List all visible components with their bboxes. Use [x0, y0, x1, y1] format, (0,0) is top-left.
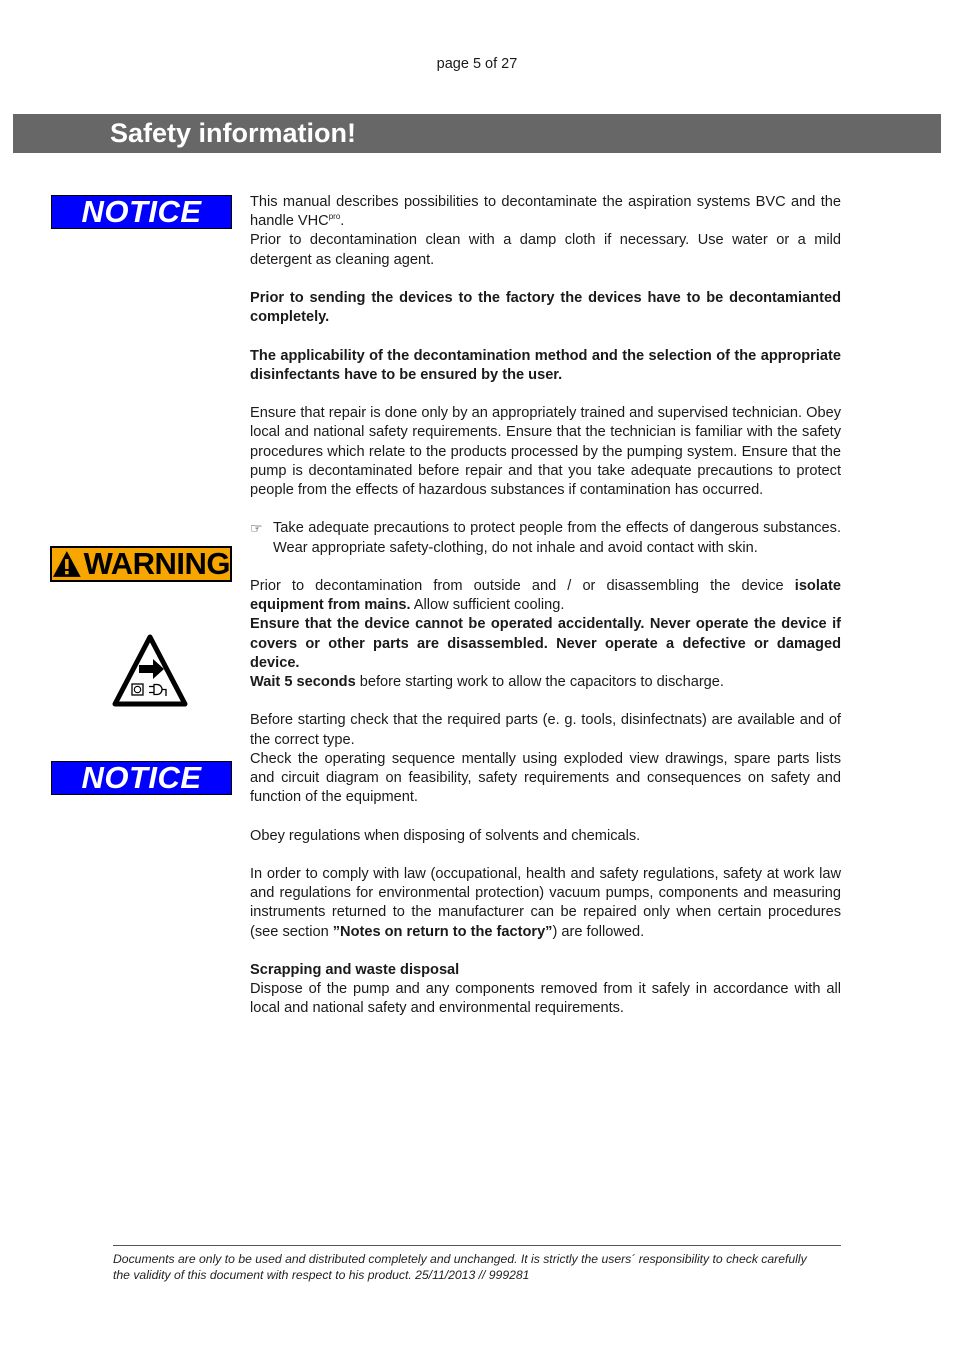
intro-paragraph-2: Prior to decontamination clean with a damp cloth if necessary. Use water or a mild detergent as cleaning agent. [250, 232, 841, 268]
solvents-paragraph: Obey regulations when disposing of solvents and chemicals. [250, 827, 641, 844]
scrapping-paragraph: Dispose of the pump and any components removed from it safely in accordance with all local and national safety and environmental requirements. [250, 981, 841, 1017]
pointing-hand-icon: ☞ [250, 520, 263, 537]
wait-paragraph: Wait 5 seconds before starting work to allow the capacitors to discharge. [250, 674, 724, 690]
law-paragraph: In order to comply with law (occupational, health and safety regulations, safety at work law and regulations for environmental protection) vacuum pumps, components and measuring instruments returned to the manufacturer can be repaired only when certain procedures (see section ”Notes on return to the factory”) are followed. [250, 865, 841, 940]
footer-line-1: Documents are only to be used and distributed completely and unchanged. It is strictly the users´ responsibility to check carefully [113, 1252, 807, 1266]
exclamation-triangle-icon [52, 550, 82, 578]
warning-label-text: WARNING [83, 546, 230, 581]
notice-label-2: NOTICE [51, 761, 232, 795]
bold-paragraph-1: Prior to sending the devices to the factory the devices have to be decontamianted completely. [250, 290, 841, 326]
warning-bullet [250, 519, 841, 557]
section-header [13, 114, 941, 153]
operating-sequence-paragraph: Check the operating sequence mentally using exploded view drawings, spare parts lists and circuit diagram on feasibility, safety requirements and consequences on safety and function of the equipment. [250, 750, 841, 806]
isolate-paragraph: Prior to decontamination from outside and / or disassembling the device isolate equipment from mains. Allow sufficient cooling. [250, 577, 841, 614]
content-body [250, 193, 841, 1019]
repair-paragraph: Ensure that repair is done only by an appropriately trained and supervised technician. Obey local and national safety requirements. Ensure that the technician is familiar with the safety procedures which relate to the products processed by the pumping system. Ensure that the pump is decontaminated before repair and that you take adequate precautions to protect people from the effects of hazardous substances if contamination has occurred. [250, 405, 841, 498]
warning-bullet-text: Take adequate precautions to protect people from the effects of dangerous substances. Wear appropriate safety-clothing, do not inhale and avoid contact with skin. [273, 520, 841, 556]
bold-paragraph-2: The applicability of the decontamination method and the selection of the appropriate disinfectants have to be ensured by the user. [250, 347, 841, 383]
footer [113, 1251, 841, 1283]
footer-divider [113, 1245, 841, 1246]
footer-line-2: the validity of this document with respect to his product. 25/11/2013 // 999281 [113, 1268, 530, 1282]
page-number: page 5 of 27 [436, 56, 518, 72]
notice-label-1: NOTICE [51, 195, 232, 229]
isolate-from-mains-triangle-icon [112, 634, 188, 708]
accidental-operation-paragraph: Ensure that the device cannot be operated accidentally. Never operate the device if covers or other parts are disassembled. Never operate a defective or damaged device. [250, 616, 841, 671]
intro-paragraph-1: This manual describes possibilities to decontaminate the aspiration systems BVC and the handle $VHC^{pro}$. [250, 194, 841, 230]
required-parts-paragraph: Before starting check that the required parts (e. g. tools, disinfectnats) are available and of the correct type. [250, 712, 841, 748]
scrapping-heading: Scrapping and waste disposal [250, 961, 460, 978]
section-title: Safety information! [110, 118, 357, 148]
warning-label [50, 546, 232, 582]
